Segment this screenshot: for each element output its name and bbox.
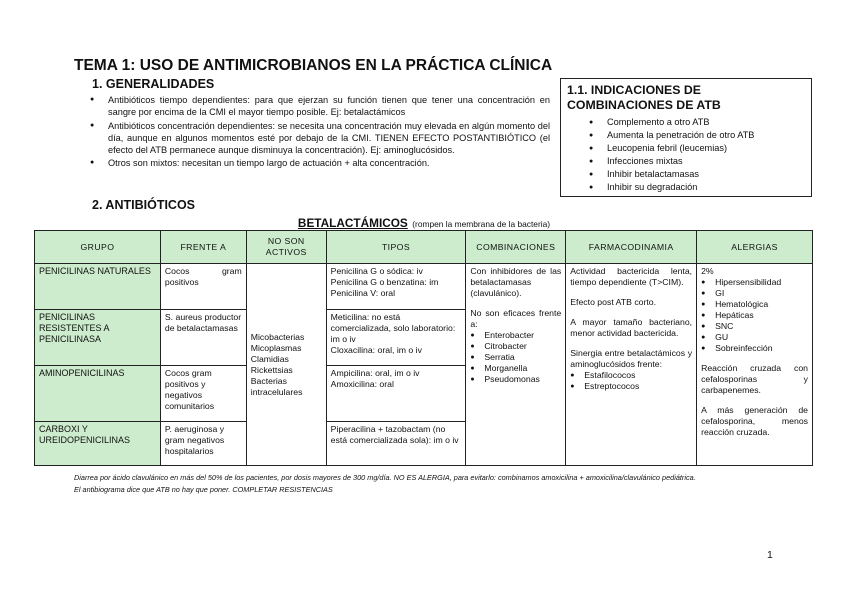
list-item: ● Infecciones mixtas [589,155,805,168]
tipos-cell [326,310,466,366]
footnote: Diarrea por ácido clavulánico en más del 50% de los pacientes, por dosis mayores de 300 mg/día. NO ES ALERGIA, para evitarlo: combinamos amoxicilina + amoxicilina/clavulánico pediátrica. [74,473,696,482]
farmacodinamia-text: A mayor tamaño bacteriano, menor actividad bactericida. [570,317,693,338]
no-activo-item: Micoplasmas [250,342,302,353]
section-heading-antibioticos: 2. ANTIBIÓTICOS [92,198,196,212]
indicaciones-list [567,116,805,194]
generalidades-list [90,94,550,171]
tipo-item: Penicilina G o benzatina: im [330,277,439,287]
frente-cell: Cocos gram positivos [160,264,246,310]
column-header: ALERGIAS [697,231,813,264]
alergias-cell [697,264,813,466]
list-item: ● Sobreinfección [701,343,808,354]
tipos-cell: Piperacilina + tazobactam (no está comercializada sola): im o iv [326,422,466,466]
frente-cell: Cocos gram positivos y negativos comunitarios [160,366,246,422]
farmacodinamia-text: Efecto post ATB corto. [570,297,657,307]
combinaciones-cell [466,264,566,466]
list-item: ● Inhibir betalactamasas [589,168,805,181]
combinaciones-text: Con inhibidores de las betalactamasas (clavulánico). [470,266,562,298]
list-item: ● Hematológica [701,299,808,310]
no-activo-item: Clamidias [250,353,289,364]
table-note: (rompen la membrana de la bacteria) [412,219,551,229]
list-item: ● Estreptococos [570,381,692,392]
alergias-pct: 2% [701,266,714,276]
list-item: ● Morganella [470,363,561,374]
combinaciones-list [470,330,561,385]
list-item: ● Pseudomonas [470,374,561,385]
group-cell: PENICILINAS RESISTENTES A PENICILINASA [35,310,161,366]
column-header: FRENTE A [160,231,246,264]
alergias-text: Reacción cruzada con cefalosporinas y carbapenemes. [701,363,808,395]
list-item: ● SNC [701,321,808,332]
farmacodinamia-cell [566,264,697,466]
group-cell: AMINOPENICILINAS [35,366,161,422]
tipo-item: Cloxacilina: oral, im o iv [330,345,422,355]
list-item: ● Enterobacter [470,330,561,341]
list-item: ● Antibióticos concentración dependientes: se necesita una concentración muy elevada en algún momento del día, aunque en algunos momentos esté por debajo de la CMI. TIENEN EFECTO POSTANTIBIÓTICO (el efecto del ATB permanece aunque disminuya la concentración). Ej: aminoglucósidos. [90,120,550,157]
box-title: 1.1. INDICACIONES DE COMBINACIONES DE ATB [567,83,721,112]
alergias-list [701,277,808,354]
table-header-row [35,231,813,264]
frente-cell: S. aureus productor de betalactamasas [160,310,246,366]
column-header: NO SON ACTIVOS [246,231,326,264]
tipo-item: Ampicilina: oral, im o iv [330,368,420,378]
tipo-item: Penicilina G o sódica: iv [330,266,423,276]
list-item: ● Leucopenia febril (leucemias) [589,142,805,155]
group-cell: CARBOXI Y UREIDOPENICILINAS [35,422,161,466]
list-item: ● Serratia [470,352,561,363]
farmacodinamia-text: Sinergia entre betalactámicos y aminoglucósidos frente: [570,348,693,369]
tipo-item: Meticilina: no está comercializada, solo laboratorio: im o iv [330,312,456,344]
list-item: ● Antibióticos tiempo dependientes: para que ejerzan su función tienen que tener una concentración en sangre por encima de la CMI el mayor tiempo posible. Ej: betalactámicos [90,94,550,119]
column-header: FARMACODINAMIA [566,231,697,264]
page-title: TEMA 1: USO DE ANTIMICROBIANOS EN LA PRÁCTICA CLÍNICA [74,57,553,74]
tipo-item: Penicilina V: oral [330,288,396,298]
combinaciones-box [560,78,812,197]
list-item: ● GU [701,332,808,343]
list-item: ● Hepáticas [701,310,808,321]
no-activo-item: Bacterias intracelulares [250,375,303,397]
table-title: BETALACTÁMICOS [297,216,408,230]
column-header: GRUPO [35,231,161,264]
farmacodinamia-text: Actividad bactericida lenta, tiempo dependiente (T>CIM). [570,266,693,287]
list-item: ● Complemento a otro ATB [589,116,805,129]
no-activos-cell [246,264,326,466]
combinaciones-text: No son eficaces frente a: [470,308,562,329]
list-item: ● Hipersensibilidad [701,277,808,288]
group-cell: PENICILINAS NATURALES [35,264,161,310]
tipos-cell [326,366,466,422]
list-item: ● Estafilococos [570,370,692,381]
list-item: ● Inhibir su degradación [589,181,805,194]
column-header: TIPOS [326,231,466,264]
tipos-cell [326,264,466,310]
list-item: ● Aumenta la penetración de otro ATB [589,129,805,142]
page-number: 1 [767,549,773,561]
alergias-text: A más generación de cefalosporina, menos reacción cruzada. [701,405,808,437]
list-item: ● Otros son mixtos: necesitan un tiempo largo de actuación + alta concentración. [90,157,550,169]
section-heading-generalidades: 1. GENERALIDADES [92,77,215,91]
footnotes [74,472,696,496]
farmacodinamia-list [570,370,692,392]
column-header: COMBINACIONES [466,231,566,264]
list-item: ● Citrobacter [470,341,561,352]
tipo-item: Amoxicilina: oral [330,379,394,389]
frente-cell: P. aeruginosa y gram negativos hospitalarios [160,422,246,466]
betalactamicos-table [34,230,813,466]
no-activo-item: Rickettsias [250,364,293,375]
list-item: ● GI [701,288,808,299]
no-activo-item: Micobacterias [250,331,305,342]
table-row [35,264,813,310]
footnote: El antibiograma dice que ATB no hay que poner. COMPLETAR RESISTENCIAS [74,485,333,494]
